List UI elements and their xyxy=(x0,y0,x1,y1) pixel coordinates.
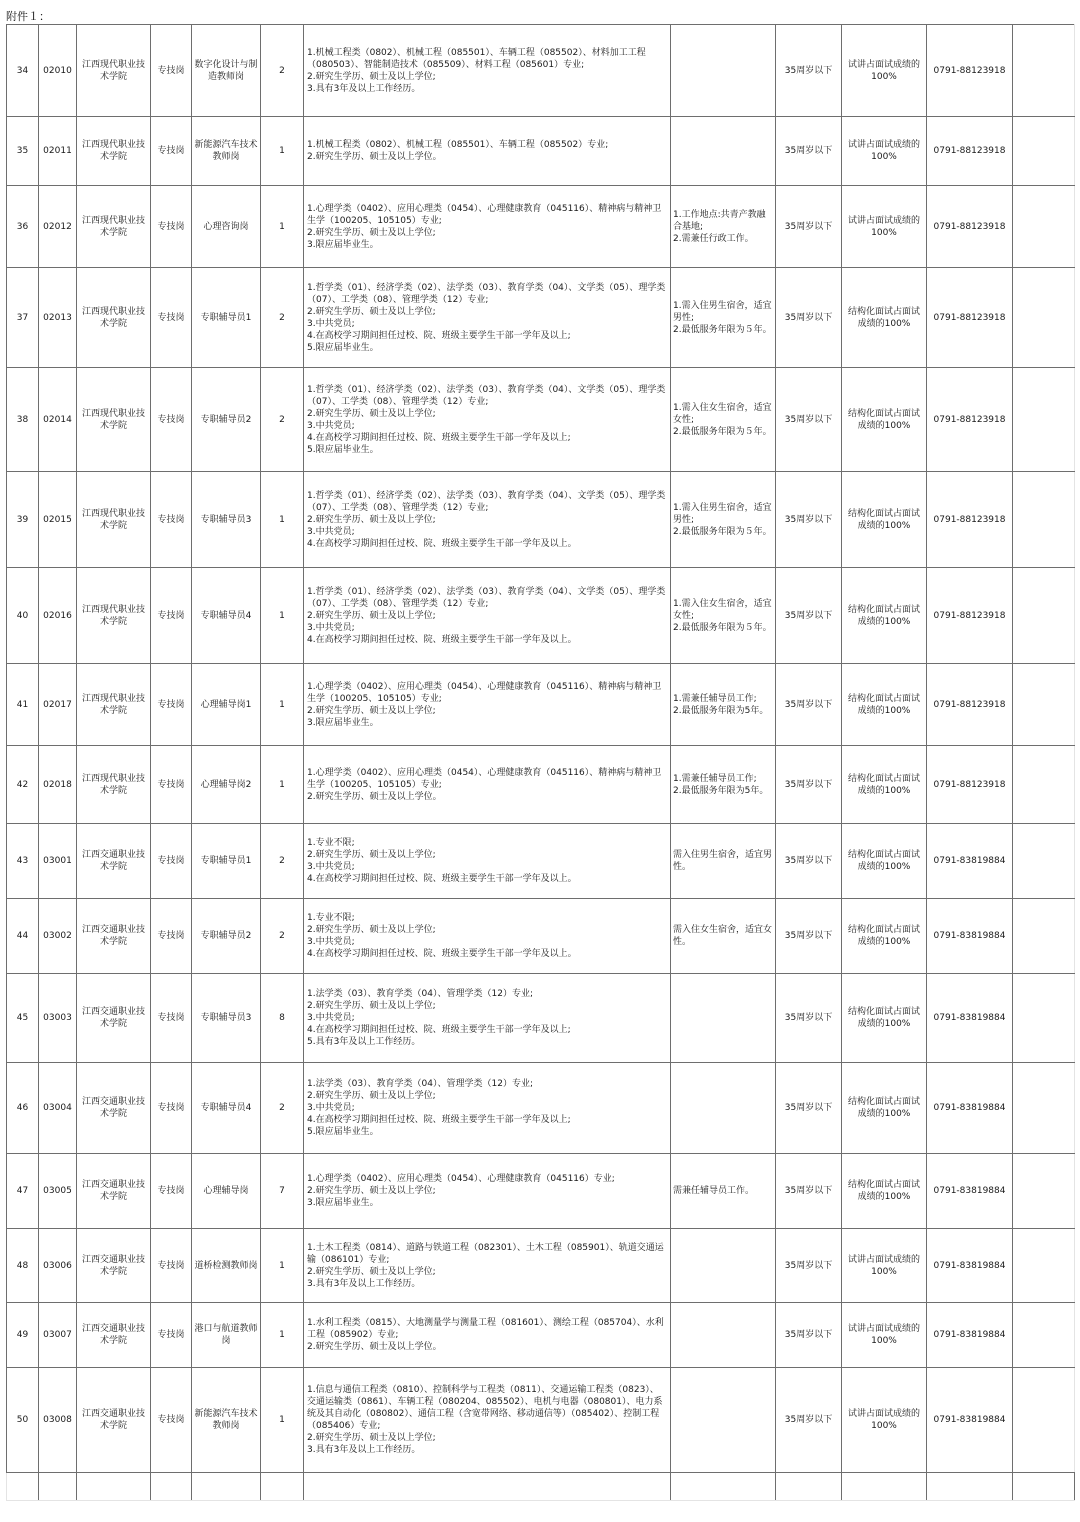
cell-code: 02016 xyxy=(39,568,77,664)
cell-number: 42 xyxy=(7,746,39,824)
cell-blank xyxy=(192,1473,261,1501)
recruitment-table xyxy=(6,24,1075,1501)
cell-notes xyxy=(671,117,776,186)
cell-post-name: 港口与航道教师岗 xyxy=(192,1303,261,1368)
cell-count: 1 xyxy=(261,1303,304,1368)
cell-unit: 江西现代职业技术学院 xyxy=(77,746,151,824)
cell-exam-method: 结构化面试占面试成绩的100% xyxy=(842,899,927,974)
cell-exam-method: 结构化面试占面试成绩的100% xyxy=(842,1154,927,1229)
cell-unit: 江西交通职业技术学院 xyxy=(77,1368,151,1473)
cell-number: 50 xyxy=(7,1368,39,1473)
cell-notes: 需入住女生宿舍，适宜女性。 xyxy=(671,899,776,974)
cell-phone: 0791-88123918 xyxy=(927,268,1013,368)
cell-code: 02010 xyxy=(39,25,77,117)
cell-post-type: 专技岗 xyxy=(151,1303,192,1368)
table-row xyxy=(7,1063,1075,1154)
table-row xyxy=(7,186,1075,268)
cell-exam-method: 结构化面试占面试成绩的100% xyxy=(842,368,927,472)
cell-post-type: 专技岗 xyxy=(151,1063,192,1154)
table-row xyxy=(7,746,1075,824)
table-row xyxy=(7,568,1075,664)
cell-exam-method: 结构化面试占面试成绩的100% xyxy=(842,746,927,824)
table-row xyxy=(7,974,1075,1063)
cell-blank xyxy=(1013,1063,1075,1154)
cell-blank xyxy=(927,1473,1013,1501)
cell-code: 03003 xyxy=(39,974,77,1063)
cell-post-type: 专技岗 xyxy=(151,117,192,186)
cell-exam-method: 结构化面试占面试成绩的100% xyxy=(842,568,927,664)
cell-requirements: 1.法学类（03）、教育学类（04）、管理学类（12）专业; 2.研究生学历、硕士及以上学位; 3.中共党员; 4.在高校学习期间担任过校、院、班级主要学生干部一学年及以上; 5.限应届毕业生。 xyxy=(304,1063,671,1154)
cell-exam-method: 结构化面试占面试成绩的100% xyxy=(842,1063,927,1154)
cell-post-type: 专技岗 xyxy=(151,472,192,568)
cell-post-type: 专技岗 xyxy=(151,899,192,974)
cell-number: 41 xyxy=(7,664,39,746)
cell-phone: 0791-88123918 xyxy=(927,25,1013,117)
cell-blank xyxy=(1013,1154,1075,1229)
cell-notes: 1.需入住女生宿舍，适宜女性; 2.最低服务年限为５年。 xyxy=(671,368,776,472)
cell-phone: 0791-88123918 xyxy=(927,368,1013,472)
cell-age: 35周岁以下 xyxy=(776,1303,842,1368)
cell-unit: 江西现代职业技术学院 xyxy=(77,568,151,664)
cell-exam-method: 试讲占面试成绩的100% xyxy=(842,186,927,268)
cell-age: 35周岁以下 xyxy=(776,664,842,746)
cell-blank xyxy=(1013,25,1075,117)
cell-count: 2 xyxy=(261,368,304,472)
cell-phone: 0791-83819884 xyxy=(927,1154,1013,1229)
cell-number: 36 xyxy=(7,186,39,268)
cell-number: 47 xyxy=(7,1154,39,1229)
cell-code: 03005 xyxy=(39,1154,77,1229)
cell-requirements: 1.心理学类（0402）、应用心理类（0454）、心理健康教育（045116）专业; 2.研究生学历、硕士及以上学位; 3.限应届毕业生。 xyxy=(304,1154,671,1229)
table-row xyxy=(7,824,1075,899)
cell-code: 02017 xyxy=(39,664,77,746)
cell-post-name: 道桥检测教师岗 xyxy=(192,1229,261,1303)
cell-number: 48 xyxy=(7,1229,39,1303)
cell-unit: 江西现代职业技术学院 xyxy=(77,268,151,368)
cell-unit: 江西交通职业技术学院 xyxy=(77,1154,151,1229)
cell-phone: 0791-83819884 xyxy=(927,1063,1013,1154)
cell-exam-method: 结构化面试占面试成绩的100% xyxy=(842,974,927,1063)
cell-exam-method: 结构化面试占面试成绩的100% xyxy=(842,268,927,368)
cell-code: 03006 xyxy=(39,1229,77,1303)
cell-post-type: 专技岗 xyxy=(151,268,192,368)
cell-unit: 江西交通职业技术学院 xyxy=(77,899,151,974)
cell-blank xyxy=(1013,746,1075,824)
cell-phone: 0791-83819884 xyxy=(927,974,1013,1063)
cell-notes xyxy=(671,974,776,1063)
cell-requirements: 1.心理学类（0402）、应用心理类（0454）、心理健康教育（045116）、精神病与精神卫生学（100205、105105）专业; 2.研究生学历、硕士及以上学位; 3.限应届毕业生。 xyxy=(304,664,671,746)
cell-blank xyxy=(776,1473,842,1501)
cell-count: 1 xyxy=(261,117,304,186)
cell-exam-method: 试讲占面试成绩的100% xyxy=(842,1303,927,1368)
table-row xyxy=(7,1303,1075,1368)
cell-phone: 0791-83819884 xyxy=(927,824,1013,899)
cell-code: 02013 xyxy=(39,268,77,368)
cell-notes: 需兼任辅导员工作。 xyxy=(671,1154,776,1229)
cell-post-name: 心理辅导岗 xyxy=(192,1154,261,1229)
cell-number: 43 xyxy=(7,824,39,899)
cell-age: 35周岁以下 xyxy=(776,974,842,1063)
cell-blank xyxy=(77,1473,151,1501)
cell-unit: 江西现代职业技术学院 xyxy=(77,368,151,472)
cell-count: 2 xyxy=(261,1063,304,1154)
cell-number: 35 xyxy=(7,117,39,186)
cell-unit: 江西现代职业技术学院 xyxy=(77,117,151,186)
cell-blank xyxy=(1013,899,1075,974)
cell-post-name: 专职辅导员4 xyxy=(192,568,261,664)
cell-requirements: 1.心理学类（0402）、应用心理类（0454）、心理健康教育（045116）、精神病与精神卫生学（100205、105105）专业; 2.研究生学历、硕士及以上学位; 3.限应届毕业生。 xyxy=(304,186,671,268)
cell-age: 35周岁以下 xyxy=(776,746,842,824)
cell-notes: 1.工作地点:共青产教融合基地; 2.需兼任行政工作。 xyxy=(671,186,776,268)
cell-phone: 0791-83819884 xyxy=(927,1303,1013,1368)
cell-blank xyxy=(1013,186,1075,268)
cell-post-name: 专职辅导员2 xyxy=(192,899,261,974)
cell-blank xyxy=(1013,664,1075,746)
cell-blank xyxy=(1013,1473,1075,1501)
cell-blank xyxy=(842,1473,927,1501)
cell-post-type: 专技岗 xyxy=(151,746,192,824)
cell-requirements: 1.专业不限; 2.研究生学历、硕士及以上学位; 3.中共党员; 4.在高校学习期间担任过校、院、班级主要学生干部一学年及以上。 xyxy=(304,899,671,974)
cell-number: 37 xyxy=(7,268,39,368)
cell-age: 35周岁以下 xyxy=(776,268,842,368)
table-row xyxy=(7,899,1075,974)
cell-unit: 江西现代职业技术学院 xyxy=(77,186,151,268)
cell-number: 49 xyxy=(7,1303,39,1368)
table-row xyxy=(7,268,1075,368)
cell-exam-method: 试讲占面试成绩的100% xyxy=(842,1368,927,1473)
table-row xyxy=(7,368,1075,472)
cell-exam-method: 试讲占面试成绩的100% xyxy=(842,1229,927,1303)
cell-code: 03002 xyxy=(39,899,77,974)
cell-requirements: 1.哲学类（01）、经济学类（02）、法学类（03）、教育学类（04）、文学类（05）、理学类（07）、工学类（08）、管理学类（12）专业; 2.研究生学历、硕士及以上学位; 3.中共党员; 4.在高校学习期间担任过校、院、班级主要学生干部一学年及以上。 xyxy=(304,472,671,568)
cell-blank xyxy=(1013,117,1075,186)
cell-phone: 0791-83819884 xyxy=(927,1229,1013,1303)
cell-phone: 0791-88123918 xyxy=(927,568,1013,664)
cell-exam-method: 试讲占面试成绩的100% xyxy=(842,117,927,186)
cell-age: 35周岁以下 xyxy=(776,1063,842,1154)
cell-post-type: 专技岗 xyxy=(151,1368,192,1473)
cell-post-name: 新能源汽车技术教师岗 xyxy=(192,117,261,186)
cell-age: 35周岁以下 xyxy=(776,368,842,472)
table-row xyxy=(7,25,1075,117)
cell-age: 35周岁以下 xyxy=(776,824,842,899)
cell-age: 35周岁以下 xyxy=(776,899,842,974)
recruitment-table-wrap xyxy=(6,24,1075,1501)
table-row xyxy=(7,664,1075,746)
cell-requirements: 1.哲学类（01）、经济学类（02）、法学类（03）、教育学类（04）、文学类（05）、理学类（07）、工学类（08）、管理学类（12）专业; 2.研究生学历、硕士及以上学位; 3.中共党员; 4.在高校学习期间担任过校、院、班级主要学生干部一学年及以上。 xyxy=(304,568,671,664)
cell-blank xyxy=(671,1473,776,1501)
cell-count: 2 xyxy=(261,899,304,974)
cell-blank xyxy=(1013,268,1075,368)
cell-count: 2 xyxy=(261,25,304,117)
cell-notes xyxy=(671,1303,776,1368)
cell-phone: 0791-83819884 xyxy=(927,1368,1013,1473)
cell-notes: 1.需入住男生宿舍，适宜男性; 2.最低服务年限为５年。 xyxy=(671,472,776,568)
cell-requirements: 1.信息与通信工程类（0810）、控制科学与工程类（0811）、交通运输工程类（0823）、交通运输类（0861）、车辆工程（080204、085502）、电机与电器（080801）、电力系统及其自动化（080802）、通信工程（含宽带网络、移动通信等）（085402）、控制工程（085406）专业; 2.研究生学历、硕士及以上学位; 3.具有3年及以上工作经历。 xyxy=(304,1368,671,1473)
cell-unit: 江西现代职业技术学院 xyxy=(77,472,151,568)
cell-blank xyxy=(1013,1229,1075,1303)
cell-post-name: 新能源汽车技术教师岗 xyxy=(192,1368,261,1473)
cell-code: 03001 xyxy=(39,824,77,899)
cell-phone: 0791-88123918 xyxy=(927,117,1013,186)
cell-post-name: 专职辅导员1 xyxy=(192,268,261,368)
cell-count: 1 xyxy=(261,1229,304,1303)
cell-age: 35周岁以下 xyxy=(776,1229,842,1303)
cell-phone: 0791-88123918 xyxy=(927,186,1013,268)
cell-code: 02011 xyxy=(39,117,77,186)
cell-unit: 江西交通职业技术学院 xyxy=(77,1303,151,1368)
cell-post-name: 数字化设计与制造教师岗 xyxy=(192,25,261,117)
cell-count: 8 xyxy=(261,974,304,1063)
cell-exam-method: 结构化面试占面试成绩的100% xyxy=(842,824,927,899)
cell-code: 03007 xyxy=(39,1303,77,1368)
cell-post-type: 专技岗 xyxy=(151,1229,192,1303)
cell-code: 02015 xyxy=(39,472,77,568)
cell-phone: 0791-83819884 xyxy=(927,899,1013,974)
cell-post-type: 专技岗 xyxy=(151,824,192,899)
cell-exam-method: 试讲占面试成绩的100% xyxy=(842,25,927,117)
cell-number: 44 xyxy=(7,899,39,974)
cell-post-type: 专技岗 xyxy=(151,664,192,746)
cell-requirements: 1.哲学类（01）、经济学类（02）、法学类（03）、教育学类（04）、文学类（05）、理学类（07）、工学类（08）、管理学类（12）专业; 2.研究生学历、硕士及以上学位; 3.中共党员; 4.在高校学习期间担任过校、院、班级主要学生干部一学年及以上; 5.限应届毕业生。 xyxy=(304,368,671,472)
cell-post-type: 专技岗 xyxy=(151,1154,192,1229)
cell-count: 1 xyxy=(261,664,304,746)
cell-code: 02014 xyxy=(39,368,77,472)
cell-code: 02018 xyxy=(39,746,77,824)
cell-post-type: 专技岗 xyxy=(151,186,192,268)
cell-count: 2 xyxy=(261,824,304,899)
table-body xyxy=(7,25,1075,1501)
cell-phone: 0791-88123918 xyxy=(927,472,1013,568)
cell-number: 46 xyxy=(7,1063,39,1154)
cell-age: 35周岁以下 xyxy=(776,472,842,568)
cell-count: 2 xyxy=(261,268,304,368)
cell-post-name: 心理咨询岗 xyxy=(192,186,261,268)
table-row xyxy=(7,117,1075,186)
cell-post-type: 专技岗 xyxy=(151,25,192,117)
cell-unit: 江西交通职业技术学院 xyxy=(77,1229,151,1303)
cell-notes xyxy=(671,1063,776,1154)
table-row xyxy=(7,1154,1075,1229)
cell-post-name: 专职辅导员3 xyxy=(192,472,261,568)
cell-requirements: 1.土木工程类（0814）、道路与铁道工程（082301）、土木工程（085901）、轨道交通运输（086101）专业; 2.研究生学历、硕士及以上学位; 3.具有3年及以上工作经历。 xyxy=(304,1229,671,1303)
cell-unit: 江西交通职业技术学院 xyxy=(77,824,151,899)
cell-blank xyxy=(1013,824,1075,899)
cell-notes: 1.需入住男生宿舍，适宜男性; 2.最低服务年限为５年。 xyxy=(671,268,776,368)
cell-requirements: 1.哲学类（01）、经济学类（02）、法学类（03）、教育学类（04）、文学类（05）、理学类（07）、工学类（08）、管理学类（12）专业; 2.研究生学历、硕士及以上学位; 3.中共党员; 4.在高校学习期间担任过校、院、班级主要学生干部一学年及以上; 5.限应届毕业生。 xyxy=(304,268,671,368)
cell-blank xyxy=(1013,472,1075,568)
cell-post-name: 专职辅导员3 xyxy=(192,974,261,1063)
cell-unit: 江西现代职业技术学院 xyxy=(77,664,151,746)
cell-blank xyxy=(261,1473,304,1501)
cell-post-name: 专职辅导员2 xyxy=(192,368,261,472)
cell-number: 38 xyxy=(7,368,39,472)
cell-age: 35周岁以下 xyxy=(776,1368,842,1473)
cell-count: 1 xyxy=(261,568,304,664)
cell-requirements: 1.法学类（03）、教育学类（04）、管理学类（12）专业; 2.研究生学历、硕士及以上学位; 3.中共党员; 4.在高校学习期间担任过校、院、班级主要学生干部一学年及以上; 5.具有3年及以上工作经历。 xyxy=(304,974,671,1063)
cell-blank xyxy=(1013,974,1075,1063)
cell-code: 03008 xyxy=(39,1368,77,1473)
cell-count: 7 xyxy=(261,1154,304,1229)
cell-requirements: 1.水利工程类（0815）、大地测量学与测量工程（081601）、测绘工程（085704）、水利工程（085902）专业; 2.研究生学历、硕士及以上学位。 xyxy=(304,1303,671,1368)
cell-notes xyxy=(671,1229,776,1303)
cell-phone: 0791-88123918 xyxy=(927,664,1013,746)
cell-age: 35周岁以下 xyxy=(776,25,842,117)
cell-blank xyxy=(1013,1368,1075,1473)
cell-requirements: 1.机械工程类（0802）、机械工程（085501）、车辆工程（085502）专业; 2.研究生学历、硕士及以上学位。 xyxy=(304,117,671,186)
cell-notes: 1.需兼任辅导员工作; 2.最低服务年限为5年。 xyxy=(671,664,776,746)
cell-post-name: 专职辅导员4 xyxy=(192,1063,261,1154)
cell-age: 35周岁以下 xyxy=(776,186,842,268)
cell-phone: 0791-88123918 xyxy=(927,746,1013,824)
cell-exam-method: 结构化面试占面试成绩的100% xyxy=(842,472,927,568)
cell-count: 1 xyxy=(261,186,304,268)
cell-exam-method: 结构化面试占面试成绩的100% xyxy=(842,664,927,746)
cell-age: 35周岁以下 xyxy=(776,568,842,664)
cell-code: 02012 xyxy=(39,186,77,268)
cell-blank xyxy=(304,1473,671,1501)
table-row xyxy=(7,1229,1075,1303)
table-row xyxy=(7,472,1075,568)
cell-blank xyxy=(1013,1303,1075,1368)
cell-code: 03004 xyxy=(39,1063,77,1154)
cell-post-name: 专职辅导员1 xyxy=(192,824,261,899)
cell-post-name: 心理辅导岗1 xyxy=(192,664,261,746)
attachment-label: 附件１： xyxy=(6,10,50,23)
cell-number: 34 xyxy=(7,25,39,117)
cell-post-type: 专技岗 xyxy=(151,974,192,1063)
cell-unit: 江西交通职业技术学院 xyxy=(77,974,151,1063)
cell-notes: 1.需入住女生宿舍，适宜女性; 2.最低服务年限为５年。 xyxy=(671,568,776,664)
cell-blank xyxy=(151,1473,192,1501)
cell-unit: 江西现代职业技术学院 xyxy=(77,25,151,117)
cell-notes xyxy=(671,1368,776,1473)
table-row xyxy=(7,1368,1075,1473)
cell-number: 40 xyxy=(7,568,39,664)
cell-blank xyxy=(7,1473,39,1501)
cell-number: 45 xyxy=(7,974,39,1063)
cell-notes xyxy=(671,25,776,117)
cell-age: 35周岁以下 xyxy=(776,1154,842,1229)
table-footer-row xyxy=(7,1473,1075,1501)
cell-blank xyxy=(1013,368,1075,472)
cell-number: 39 xyxy=(7,472,39,568)
cell-unit: 江西交通职业技术学院 xyxy=(77,1063,151,1154)
cell-notes: 1.需兼任辅导员工作; 2.最低服务年限为5年。 xyxy=(671,746,776,824)
cell-count: 1 xyxy=(261,1368,304,1473)
cell-blank xyxy=(1013,568,1075,664)
cell-requirements: 1.机械工程类（0802）、机械工程（085501）、车辆工程（085502）、材料加工工程（080503）、智能制造技术（085509）、材料工程（085601）专业; 2.研究生学历、硕士及以上学位; 3.具有3年及以上工作经历。 xyxy=(304,25,671,117)
cell-post-name: 心理辅导岗2 xyxy=(192,746,261,824)
cell-count: 1 xyxy=(261,472,304,568)
cell-age: 35周岁以下 xyxy=(776,117,842,186)
cell-count: 1 xyxy=(261,746,304,824)
cell-post-type: 专技岗 xyxy=(151,368,192,472)
cell-requirements: 1.心理学类（0402）、应用心理类（0454）、心理健康教育（045116）、精神病与精神卫生学（100205、105105）专业; 2.研究生学历、硕士及以上学位。 xyxy=(304,746,671,824)
cell-post-type: 专技岗 xyxy=(151,568,192,664)
cell-notes: 需入住男生宿舍，适宜男性。 xyxy=(671,824,776,899)
cell-blank xyxy=(39,1473,77,1501)
cell-requirements: 1.专业不限; 2.研究生学历、硕士及以上学位; 3.中共党员; 4.在高校学习期间担任过校、院、班级主要学生干部一学年及以上。 xyxy=(304,824,671,899)
